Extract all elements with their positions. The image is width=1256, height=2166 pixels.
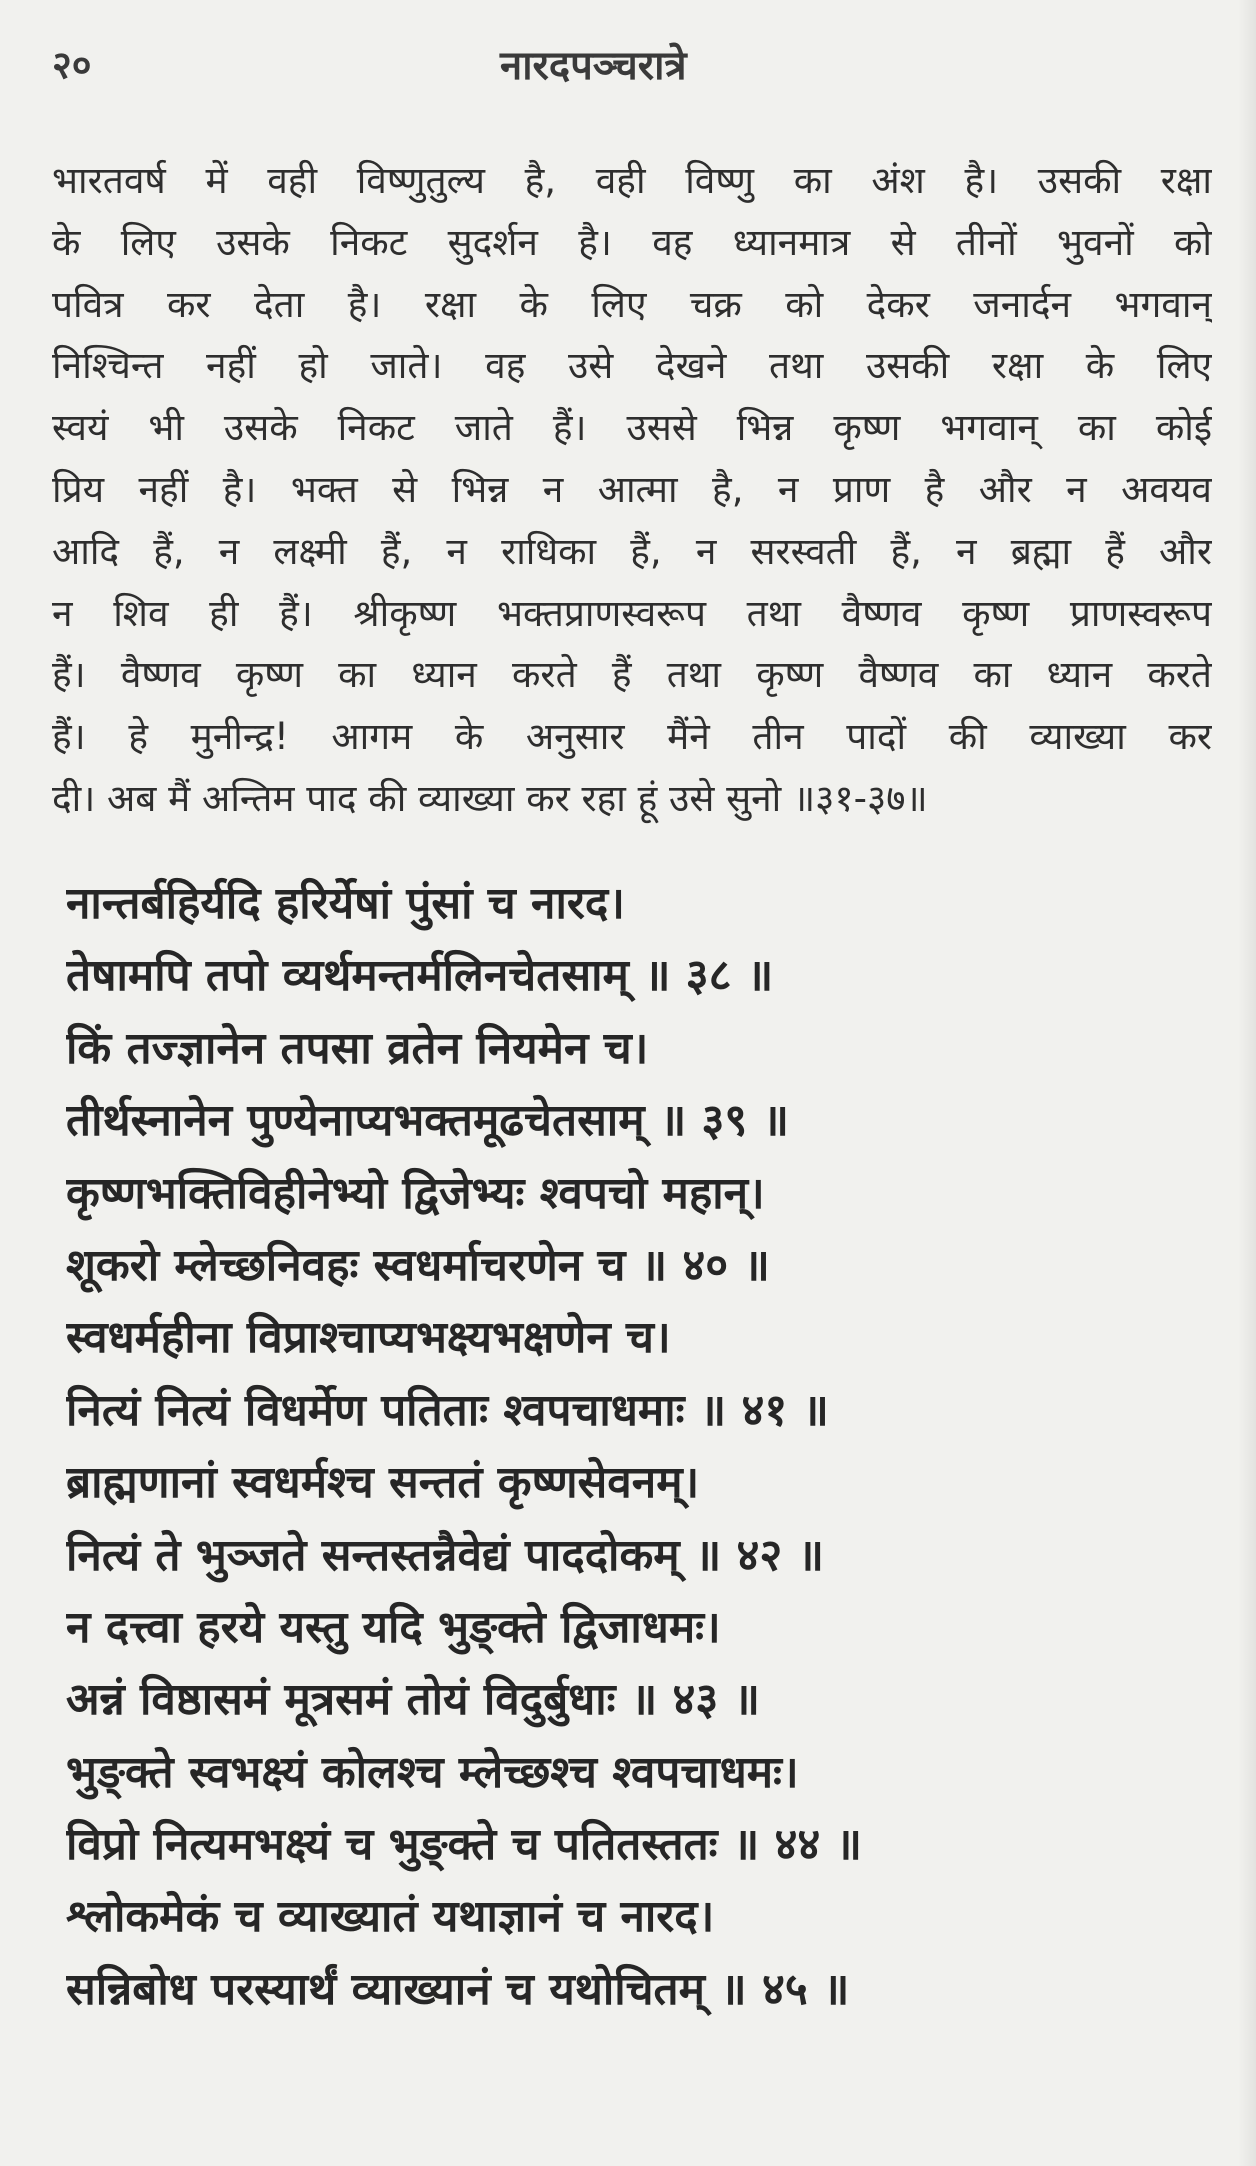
verse-line: तेषामपि तपो व्यर्थमन्तर्मलिनचेतसाम् ॥ ३८ ॥ <box>66 950 774 1002</box>
running-title: नारदपञ्चरात्रे <box>500 43 687 89</box>
verse-line: किं तज्ज्ञानेन तपसा व्रतेन नियमेन च। <box>66 1022 649 1074</box>
prose-line: हैं। वैष्णव कृष्ण का ध्यान करते हैं तथा कृष्ण वैष्णव का ध्यान करते <box>52 653 1212 697</box>
verse-line: सन्निबोध परस्यार्थं व्याख्यानं च यथोचितम् ॥ ४५ ॥ <box>66 1963 850 2015</box>
verse-line: श्लोकमेकं च व्याख्यातं यथाज्ञानं च नारद। <box>66 1891 715 1943</box>
prose-line: भारतवर्ष में वही विष्णुतुल्य है, वही विष्णु का अंश है। उसकी रक्षा <box>52 159 1212 202</box>
prose-line: निश्चिन्त नहीं हो जाते। वह उसे देखने तथा उसकी रक्षा के लिए <box>52 344 1212 388</box>
page-number: २० <box>52 43 92 87</box>
verse-line: अन्नं विष्ठासमं मूत्रसमं तोयं विदुर्बुधाः ॥ ४३ ॥ <box>66 1674 760 1726</box>
hindi-commentary-paragraph <box>52 150 1212 830</box>
verse-line: ब्राह्मणानां स्वधर्मश्च सन्ततं कृष्णसेवनम्। <box>66 1457 700 1509</box>
prose-line: पवित्र कर देता है। रक्षा के लिए चक्र को देकर जनार्दन भगवान् <box>52 282 1212 326</box>
verse-line: स्वधर्महीना विप्राश्चाप्यभक्ष्यभक्षणेन च। <box>66 1312 671 1364</box>
prose-line: के लिए उसके निकट सुदर्शन है। वह ध्यानमात्र से तीनों भुवनों को <box>52 220 1212 264</box>
verse-line: न दत्त्वा हरये यस्तु यदि भुङ्क्ते द्विजाधमः। <box>66 1601 721 1653</box>
verse-line: कृष्णभक्तिविहीनेभ्यो द्विजेभ्यः श्वपचो महान्। <box>66 1167 765 1219</box>
prose-line: न शिव ही हैं। श्रीकृष्ण भक्तप्राणस्वरूप तथा वैष्णव कृष्ण प्राणस्वरूप <box>52 591 1212 635</box>
verse-line: नित्यं नित्यं विधर्मेण पतिताः श्वपचाधमाः ॥ ४१ ॥ <box>66 1384 829 1436</box>
prose-line: हैं। हे मुनीन्द्र! आगम के अनुसार मैंने तीन पादों की व्याख्या कर <box>52 715 1212 759</box>
verse-line: नान्तर्बहिर्यदि हरिर्येषां पुंसां च नारद। <box>66 878 625 929</box>
prose-line: दी। अब मैं अन्तिम पाद की व्याख्या कर रहा हूं उसे सुनो ॥३१-३७॥ <box>52 776 928 820</box>
verse-line: शूकरो म्लेच्छनिवहः स्वधर्माचरणेन च ॥ ४० ॥ <box>66 1239 770 1291</box>
verse-line: तीर्थस्नानेन पुण्येनाप्यभक्तमूढचेतसाम् ॥ ३९ ॥ <box>66 1095 789 1147</box>
sanskrit-verses <box>66 868 1206 2026</box>
prose-line: स्वयं भी उसके निकट जाते हैं। उससे भिन्न कृष्ण भगवान् का कोई <box>52 406 1212 450</box>
prose-line: आदि हैं, न लक्ष्मी हैं, न राधिका हैं, न सरस्वती हैं, न ब्रह्मा हैं और <box>52 529 1212 573</box>
verse-line: भुङ्क्ते स्वभक्ष्यं कोलश्च म्लेच्छश्च श्वपचाधमः। <box>66 1746 799 1798</box>
verse-line: नित्यं ते भुञ्जते सन्तस्तन्नैवेद्यं पाददोकम् ॥ ४२ ॥ <box>66 1529 824 1581</box>
page-header <box>0 30 1256 100</box>
prose-line: प्रिय नहीं है। भक्त से भिन्न न आत्मा है, न प्राण है और न अवयव <box>52 467 1212 511</box>
scan-shadow-edge <box>1238 0 1256 2166</box>
verse-line: विप्रो नित्यमभक्ष्यं च भुङ्क्ते च पतितस्ततः ॥ ४४ ॥ <box>66 1819 862 1871</box>
